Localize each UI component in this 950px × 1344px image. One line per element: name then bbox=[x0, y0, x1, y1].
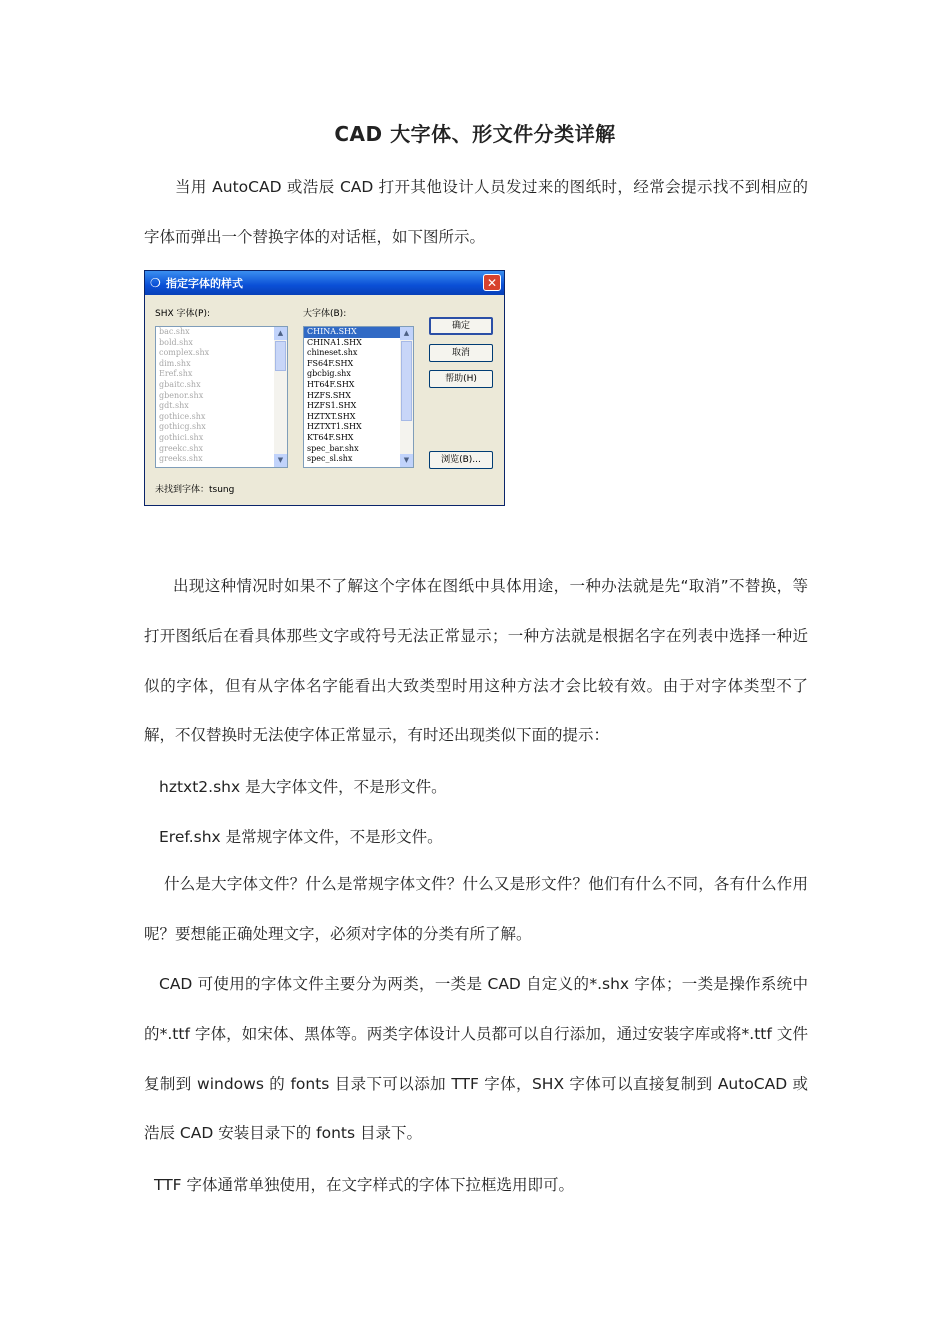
list-item[interactable]: chineset.shx bbox=[307, 348, 358, 358]
browse-button[interactable]: 浏览(B)... bbox=[429, 451, 493, 469]
paragraph-3: CAD 可使用的字体文件主要分为两类，一类是 CAD 自定义的*.shx 字体；一类是操作系统中的*.ttf 字体，如宋体、黑体等。两类字体设计人员都可以自行添加，通过安装字库或将*.ttf 文件复制到 windows 的 fonts 目录下可以添加 TTF 字体，SHX 字体可以直接复制到 AutoCAD 或浩辰 CAD 安装目录下的 fonts 目录下。 bbox=[144, 975, 808, 1143]
list-item[interactable]: HZTXT1.SHX bbox=[307, 422, 362, 432]
missing-font-text: 未找到字体：tsung bbox=[155, 485, 235, 495]
big-font-list[interactable] bbox=[303, 326, 414, 468]
list-item[interactable]: bac.shx bbox=[159, 327, 190, 336]
list-item[interactable]: HT64F.SHX bbox=[307, 379, 355, 389]
scroll-down-icon[interactable]: ▼ bbox=[400, 454, 413, 467]
list-item[interactable]: gbenor.shx bbox=[159, 390, 204, 400]
list-item[interactable]: FS64F.SHX bbox=[307, 358, 354, 368]
list-item[interactable]: spec_bar.shx bbox=[307, 443, 359, 453]
list-item[interactable]: greeks.shx bbox=[159, 454, 203, 464]
ok-button[interactable]: 确定 bbox=[429, 317, 493, 335]
app-icon: ❍ bbox=[150, 276, 161, 290]
scroll-up-icon[interactable]: ▲ bbox=[274, 327, 287, 340]
list-item[interactable]: CHINA1.SHX bbox=[307, 337, 362, 347]
dialog-title: 指定字体的样式 bbox=[166, 277, 243, 290]
scroll-down-icon[interactable]: ▼ bbox=[274, 454, 287, 467]
list-item[interactable]: dim.shx bbox=[159, 358, 191, 368]
list-item[interactable]: KT64F.SHX bbox=[307, 432, 354, 442]
help-button[interactable]: 帮助(H) bbox=[429, 370, 493, 388]
list-item[interactable]: HZTXT.SHX bbox=[307, 411, 356, 421]
font-substitution-dialog bbox=[144, 270, 505, 506]
list-item[interactable]: gdt.shx bbox=[159, 401, 189, 411]
big-font-label: 大字体(B): bbox=[303, 309, 347, 319]
paragraph-1: 出现这种情况时如果不了解这个字体在图纸中具体用途，一种办法就是先“取消”不替换，等打开图纸后在看具体那些文字或符号无法正常显示；一种方法就是根据名字在列表中选择一种近似的字体，但有从字体名字能看出大致类型时用这种方法才会比较有效。由于对字体类型不了解，不仅替换时无法使字体正常显示，有时还出现类似下面的提示： bbox=[144, 577, 808, 745]
list-item[interactable]: bold.shx bbox=[159, 337, 193, 347]
list-item[interactable]: HZFS1.SHX bbox=[307, 401, 357, 411]
list-item[interactable]: gothice.shx bbox=[159, 411, 206, 421]
cancel-button[interactable]: 取消 bbox=[429, 344, 493, 362]
list-item[interactable]: gothici.shx bbox=[159, 432, 204, 442]
message-line-1: hztxt2.shx 是大字体文件，不是形文件。 bbox=[159, 778, 447, 796]
list-item[interactable]: spec_sl.shx bbox=[307, 454, 353, 464]
shx-font-list[interactable] bbox=[155, 326, 288, 468]
paragraph-2: 什么是大字体文件？什么是常规字体文件？什么又是形文件？他们有什么不同，各有什么作用呢？要想能正确处理文字，必须对字体的分类有所了解。 bbox=[144, 875, 808, 943]
scroll-thumb[interactable] bbox=[275, 341, 286, 371]
list-item[interactable]: complex.shx bbox=[159, 348, 210, 358]
list-item[interactable]: gbaitc.shx bbox=[159, 379, 201, 389]
list-item[interactable]: HZFS.SHX bbox=[307, 390, 351, 400]
scroll-up-icon[interactable]: ▲ bbox=[400, 327, 413, 340]
list-item[interactable]: gothicg.shx bbox=[159, 422, 206, 432]
list-item[interactable]: greekc.shx bbox=[159, 443, 204, 453]
list-item[interactable]: gbcbig.shx bbox=[307, 369, 351, 379]
shx-font-label: SHX 字体(P): bbox=[155, 309, 210, 319]
list-item[interactable]: Eref.shx bbox=[159, 369, 193, 379]
dialog-titlebar bbox=[145, 271, 504, 295]
closing-line: TTF 字体通常单独使用，在文字样式的字体下拉框选用即可。 bbox=[154, 1176, 575, 1194]
intro-paragraph: 当用 AutoCAD 或浩辰 CAD 打开其他设计人员发过来的图纸时，经常会提示找不到相应的字体而弹出一个替换字体的对话框，如下图所示。 bbox=[144, 178, 808, 246]
scroll-thumb[interactable] bbox=[401, 341, 412, 421]
shx-scrollbar[interactable] bbox=[274, 327, 287, 467]
message-line-2: Eref.shx 是常规字体文件，不是形文件。 bbox=[159, 828, 443, 846]
close-icon[interactable]: ✕ bbox=[483, 274, 501, 291]
big-scrollbar[interactable] bbox=[400, 327, 413, 467]
page-title: CAD 大字体、形文件分类详解 bbox=[334, 122, 616, 146]
list-item[interactable]: CHINA.SHX bbox=[304, 327, 413, 338]
